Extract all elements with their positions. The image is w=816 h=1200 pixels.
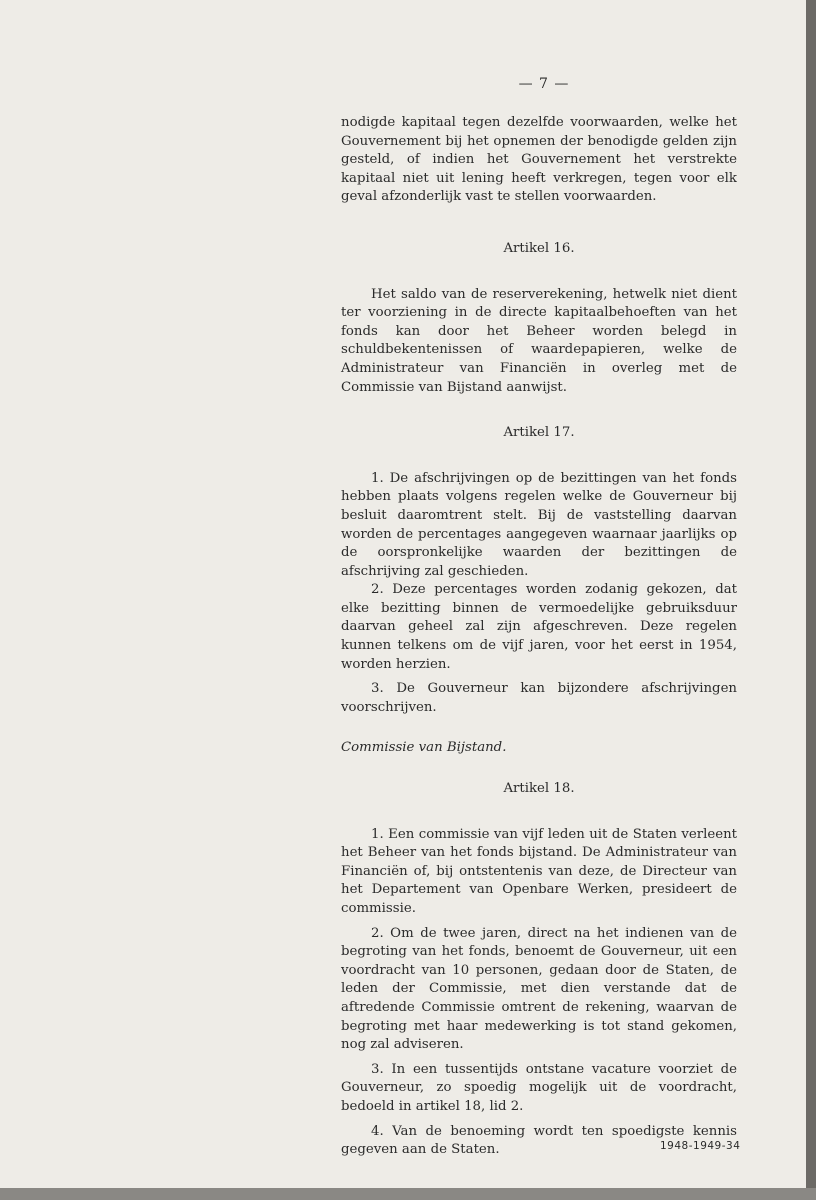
article-16-heading: Artikel 16. xyxy=(503,240,575,256)
article-17-paragraph-2: 2. Deze percentages worden zodanig gekozen, dat elke bezitting binnen de vermoedelijke gebruiksduur daarvan geheel zal zijn afgeschreven. Deze regelen kunnen telkens om de vijf jaren, voor het eerst in 1954, worden herzien. xyxy=(341,582,737,672)
footer-reference: 1948-1949-34 xyxy=(660,1140,741,1152)
text-column xyxy=(341,114,737,1160)
article-18-paragraph-4: 4. Van de benoeming wordt ten spoedigste kennis gegeven aan de Staten. xyxy=(341,1123,737,1158)
scan-edge-right xyxy=(806,0,816,1200)
article-18-paragraph-2: 2. Om de twee jaren, direct na het indienen van de begroting van het fonds, benoemt de Gouverneur, uit een voordracht van 10 personen, gedaan door de Staten, de leden der Commissie, met dien verstande dat de aftredende Commissie omtrent de rekening, waarvan de begroting met haar medewerking is tot stand gekomen, nog zal adviseren. xyxy=(341,925,737,1053)
article-17-paragraph-1: 1. De afschrijvingen op de bezittingen van het fonds hebben plaats volgens regelen welke de Gouverneur bij besluit daaromtrent stelt. Bij de vaststelling daarvan worden de percentages aangegeven waarnaar jaarlijks op de oorspronkelijke waarden der bezittingen de afschrijving zal geschieden. xyxy=(341,470,737,579)
page-number: — 7 — xyxy=(518,76,570,92)
intro-paragraph: nodigde kapitaal tegen dezelfde voorwaarden, welke het Gouvernement bij het opnemen der benodigde gelden zijn gesteld, of indien het Gouvernement het verstrekte kapitaal niet uit lening heeft verkregen, tegen voor elk geval afzonderlijk vast te stellen voorwaarden. xyxy=(341,115,737,205)
article-18-paragraph-1: 1. Een commissie van vijf leden uit de Staten verleent het Beheer van het fonds bijstand. De Administrateur van Financiën of, bij ontstentenis van deze, de Directeur van het Departement van Openbare Werken, presideert de commissie. xyxy=(341,826,737,916)
scan-edge-bottom xyxy=(0,1188,816,1200)
article-18-heading: Artikel 18. xyxy=(503,781,575,797)
section-title: Commissie van Bijstand. xyxy=(341,740,507,756)
article-17-paragraph-3: 3. De Gouverneur kan bijzondere afschrijvingen voorschrijven. xyxy=(341,681,737,715)
article-16-paragraph: Het saldo van de reserverekening, hetwelk niet dient ter voorziening in de directe kapitaalbehoeften van het fonds kan door het Beheer worden belegd in schuldbekentenissen of waardepapieren, welke de Administrateur van Financiën in overleg met de Commissie van Bijstand aanwijst. xyxy=(341,286,737,395)
article-17-heading: Artikel 17. xyxy=(503,425,575,441)
article-18-paragraph-3: 3. In een tussentijds ontstane vacature voorziet de Gouverneur, zo spoedig mogelijk uit de voordracht, bedoeld in artikel 18, lid 2. xyxy=(341,1061,737,1114)
